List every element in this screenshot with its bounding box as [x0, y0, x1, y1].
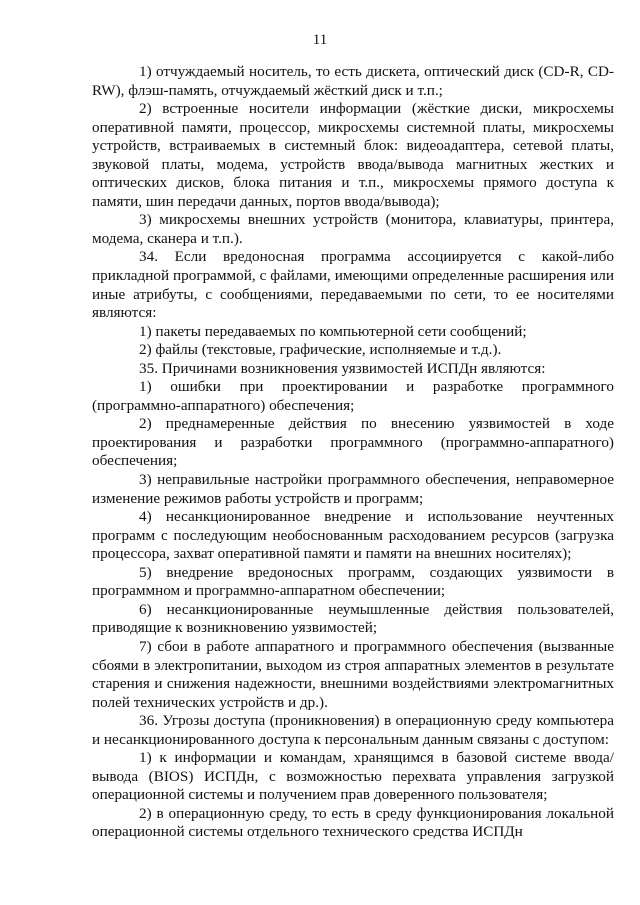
list-item-failures: 7) сбои в работе аппаратного и программного обеспечения (вызванные сбоями в электропитании, выходом из строя аппаратных элементов в результате старения и снижения надежности, внешними воздействиями электромагнитных полей технических устройств и др.). — [92, 637, 614, 711]
list-item-network-packets: 1) пакеты передаваемых по компьютерной сети сообщений; — [139, 322, 527, 340]
list-item-files: 2) файлы (текстовые, графические, исполняемые и т.д.). — [139, 341, 502, 359]
list-item-embedded-media: 2) встроенные носители информации (жёсткие диски, микросхемы оперативной памяти, процессор, микросхемы системной платы, микросхемы устройств, встраиваемых в системный блок: видеоадаптера, сетевой платы, звуковой платы, модема, устройств ввода/вывода магнитных жестких и оптических дисков, блока питания и т.п., микросхемы прямого доступа к памяти, шин передачи данных, портов ввода/вывода); — [92, 100, 614, 210]
list-item-user-actions: 6) несанкционированные неумышленные действия пользователей, приводящие к возникновению уязвимостей; — [92, 600, 614, 637]
list-item-wrong-settings: 3) неправильные настройки программного обеспечения, неправомерное изменение режимов работы устройств и программ; — [92, 471, 614, 507]
clause-35: 35. Причинами возникновения уязвимостей ИСПДн являются: — [139, 359, 546, 377]
list-item-bios-access: 1) к информации и командам, хранящимся в базовой системе ввода/вывода (BIOS) ИСПДн, с возможностью перехвата управления загрузкой операционной системы и получением прав доверенного пользователя; — [92, 749, 614, 804]
list-item-deliberate-vulnerabilities: 2) преднамеренные действия по внесению уязвимостей в ходе проектирования и разработки программного (программно-аппаратного) обеспечения; — [92, 415, 614, 470]
list-item-external-device-chips: 3) микросхемы внешних устройств (монитора, клавиатуры, принтера, модема, сканера и т.п.). — [92, 211, 614, 247]
list-item-os-environment: 2) в операционную среду, то есть в среду функционирования локальной операционной системы отдельного технического средства ИСПДн — [92, 804, 614, 841]
list-item-design-errors: 1) ошибки при проектировании и разработке программного (программно-аппаратного) обеспечения; — [92, 378, 614, 414]
page-number: 11 — [312, 32, 328, 48]
clause-36: 36. Угрозы доступа (проникновения) в операционную среду компьютера и несанкционированного доступа к персональным данным связаны с доступом: — [92, 712, 614, 748]
list-item-unauthorized-programs: 4) несанкционированное внедрение и использование неучтенных программ с последующим необоснованным расходованием ресурсов (загрузка процессора, захват оперативной памяти и памяти на внешних носителях); — [92, 508, 614, 563]
clause-34: 34. Если вредоносная программа ассоциируется с какой-либо прикладной программой, с файлами, имеющими определенные расширения или иные атрибуты, с сообщениями, передаваемыми по сети, то ее носителями являются: — [92, 248, 614, 322]
list-item-removable-media: 1) отчуждаемый носитель, то есть дискета, оптический диск (CD-R, CD-RW), флэш-память, отчуждаемый жёсткий диск и т.п.; — [92, 63, 614, 99]
document-body — [92, 63, 614, 842]
list-item-malware: 5) внедрение вредоносных программ, создающих уязвимости в программном и программно-аппаратном обеспечении; — [92, 563, 614, 600]
